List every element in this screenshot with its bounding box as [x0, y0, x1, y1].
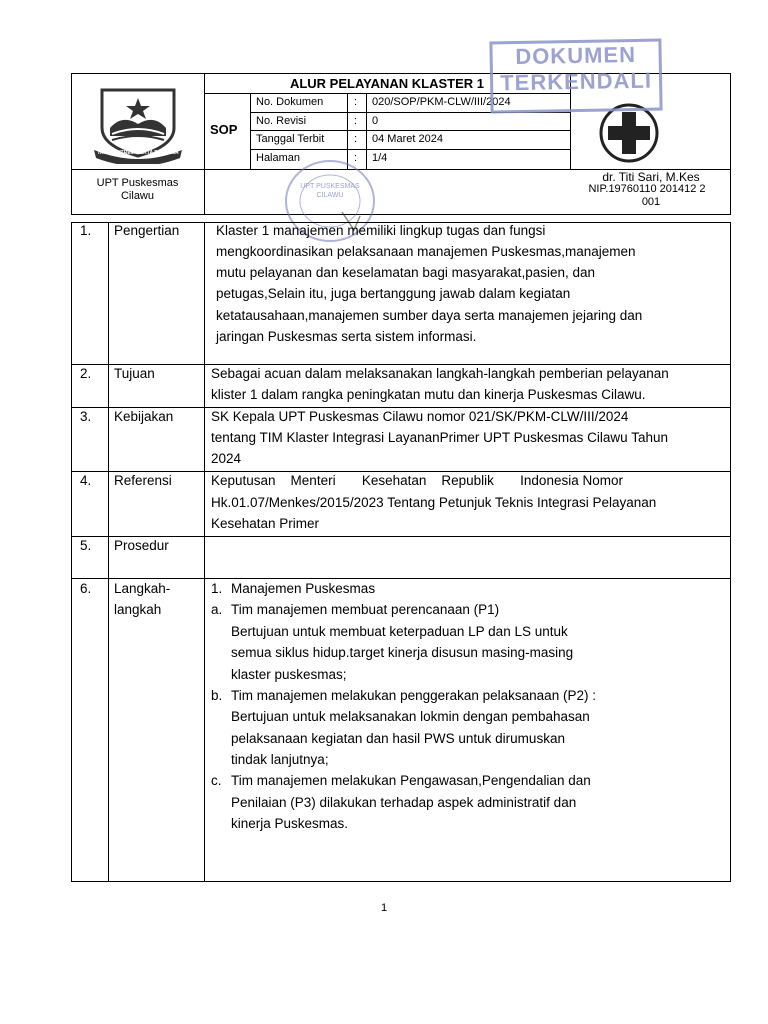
section-number: 6.	[80, 581, 92, 596]
header-divider	[250, 149, 570, 150]
meta-value-no-dokumen: 020/SOP/PKM-CLW/III/2024	[372, 96, 511, 108]
section-label-tujuan: Tujuan	[114, 366, 155, 381]
section-number: 2.	[80, 366, 92, 381]
langkah-sub-body: klaster puskesmas;	[231, 667, 347, 682]
langkah-sub-title: Tim manajemen melakukan Pengawasan,Pengendalian dan	[231, 773, 591, 788]
signer-name: dr. Titi Sari, M.Kes	[602, 170, 700, 184]
langkah-item-number: 1.	[211, 581, 223, 596]
round-stamp-line1: UPT PUSKESMAS	[300, 183, 360, 190]
header-divider	[204, 73, 205, 215]
section-label-prosedur: Prosedur	[114, 538, 169, 553]
meta-value-tanggal-terbit: 04 Maret 2024	[372, 133, 443, 145]
pengertian-line: jaringan Puskesmas serta sistem informasi.	[216, 329, 477, 344]
referensi-line: Kesehatan Primer	[211, 516, 320, 531]
meta-label-tanggal-terbit: Tanggal Terbit	[256, 133, 325, 145]
table-divider	[108, 222, 109, 882]
meta-value-halaman: 1/4	[372, 152, 388, 164]
round-stamp-line2: CILAWU	[316, 192, 344, 199]
section-label-referensi: Referensi	[114, 473, 172, 488]
langkah-sub-body: semua siklus hidup.target kinerja disusun masing-masing	[231, 645, 574, 660]
section-number: 1.	[80, 223, 92, 238]
page-number: 1	[380, 902, 388, 914]
signer-nip-line2: 001	[641, 196, 661, 208]
section-label-langkah: Langkah-	[114, 581, 171, 596]
langkah-sub-title: Tim manajemen membuat perencanaan (P1)	[231, 602, 500, 617]
logo-motto: TATA TENTREM KERTA RAHARJA	[97, 150, 179, 156]
section-number: 4.	[80, 473, 92, 488]
langkah-sub-body: Bertujuan untuk membuat keterpaduan LP dan LS untuk	[231, 624, 568, 639]
controlled-document-stamp	[489, 39, 662, 114]
meta-sep: :	[354, 133, 358, 145]
meta-sep: :	[354, 152, 358, 164]
tujuan-line: klister 1 dalam rangka peningkatan mutu dan kinerja Puskesmas Cilawu.	[211, 387, 646, 402]
org-name-line2: Cilawu	[120, 190, 154, 202]
pengertian-line: petugas,Selain itu, juga bertanggung jawab dalam kegiatan	[216, 286, 571, 301]
header-divider	[71, 169, 204, 170]
section-label-kebijakan: Kebijakan	[114, 409, 174, 424]
langkah-sub-body: kinerja Puskesmas.	[231, 816, 349, 831]
stamp-line2: TERKENDALI	[499, 67, 653, 96]
langkah-sub-body: Bertujuan untuk melaksanakan lokmin dengan pembahasan	[231, 709, 590, 724]
kebijakan-line: SK Kepala UPT Puskesmas Cilawu nomor 021/SK/PKM-CLW/III/2024	[211, 409, 629, 424]
section-number: 5.	[80, 538, 92, 553]
table-divider	[204, 222, 205, 882]
meta-label-halaman: Halaman	[256, 152, 301, 164]
pengertian-line: Klaster 1 manajemen memiliki lingkup tugas dan fungsi	[216, 223, 546, 238]
meta-sep: :	[354, 96, 358, 108]
tujuan-line: Sebagai acuan dalam melaksanakan langkah-langkah pemberian pelayanan	[211, 366, 669, 381]
referensi-line: Hk.01.07/Menkes/2015/2023 Tentang Petunjuk Teknis Integrasi Pelayanan	[211, 495, 657, 510]
section-label-pengertian: Pengertian	[114, 223, 180, 238]
document-title: ALUR PELAYANAN KLASTER 1	[289, 76, 485, 91]
header-divider	[250, 93, 251, 169]
langkah-sub-letter: c.	[211, 773, 222, 788]
regency-logo	[92, 84, 184, 164]
section-number: 3.	[80, 409, 92, 424]
stamp-line1: DOKUMEN	[515, 41, 637, 70]
referensi-line: Keputusan Menteri Kesehatan Republik Indonesia Nomor	[211, 473, 623, 488]
section-label-langkah: langkah	[114, 602, 162, 617]
header-divider	[250, 130, 570, 131]
langkah-sub-body: pelaksanaan kegiatan dan hasil PWS untuk dirumuskan	[231, 731, 565, 746]
langkah-sub-letter: b.	[211, 688, 223, 703]
pengertian-line: mutu pelayanan dan keselamatan bagi masyarakat,pasien, dan	[216, 265, 595, 280]
meta-sep: :	[354, 115, 358, 127]
kebijakan-line: tentang TIM Klaster Integrasi LayananPrimer UPT Puskesmas Cilawu Tahun	[211, 430, 668, 445]
meta-label-no-dokumen: No. Dokumen	[256, 96, 324, 108]
meta-label-no-revisi: No. Revisi	[256, 115, 307, 127]
langkah-sub-body: tindak lanjutnya;	[231, 752, 329, 767]
signer-nip-line1: NIP.19760110 201412 2	[588, 183, 706, 195]
sop-label: SOP	[210, 122, 238, 137]
langkah-sub-body: Penilaian (P3) dilakukan terhadap aspek administratif dan	[231, 795, 577, 810]
langkah-sub-title: Tim manajemen melakukan penggerakan pelaksanaan (P2) :	[231, 688, 596, 703]
langkah-sub-letter: a.	[211, 602, 223, 617]
kebijakan-line: 2024	[211, 451, 242, 466]
header-divider	[204, 169, 570, 170]
table-row-divider	[71, 536, 731, 537]
langkah-item-title: Manajemen Puskesmas	[231, 581, 376, 596]
meta-value-no-revisi: 0	[372, 115, 379, 127]
pengertian-line: mengkoordinasikan pelaksanaan manajemen Puskesmas,manajemen	[216, 244, 636, 259]
org-name-line1: UPT Puskesmas	[96, 177, 179, 189]
pengertian-line: ketatausahaan,manajemen sumber daya serta manajemen jejaring dan	[216, 308, 643, 323]
